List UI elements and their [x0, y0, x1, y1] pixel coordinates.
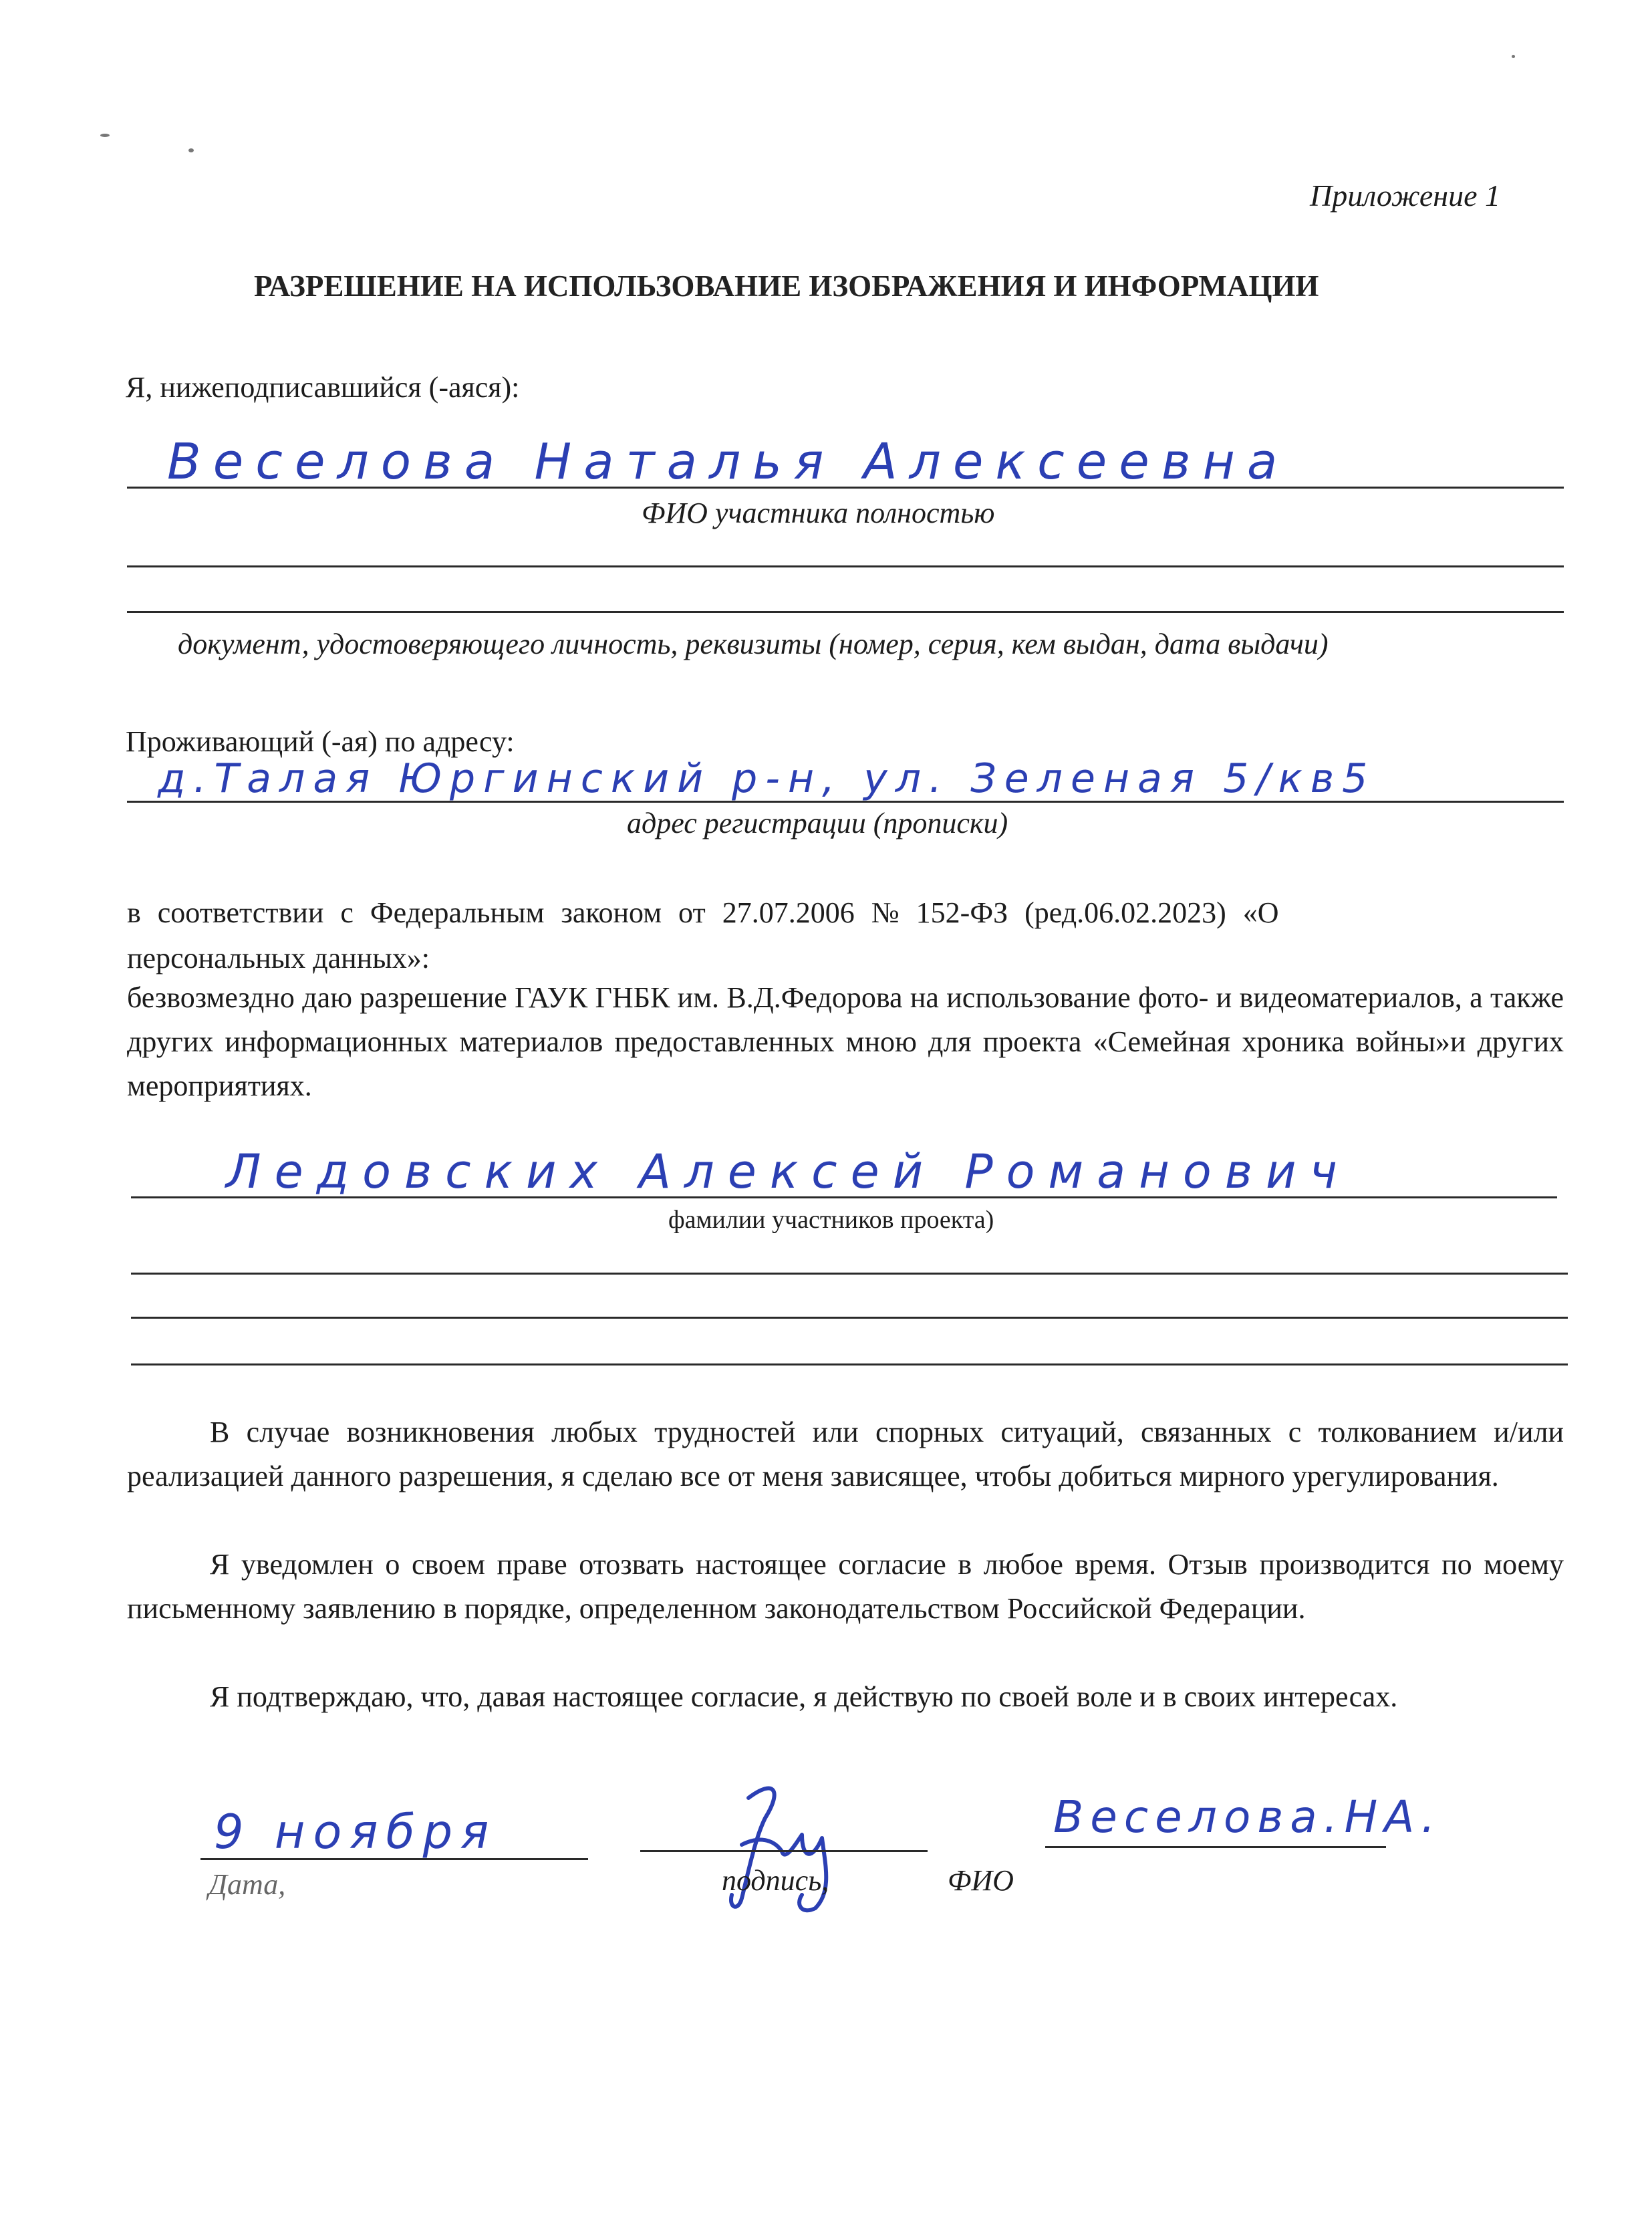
participants-line: [131, 1196, 1557, 1198]
consent-line-1: в соответствии с Федеральным законом от 27.07.2006 № 152-ФЗ (ред.06.02.2023) «О: [127, 896, 1279, 929]
document-title: РАЗРЕШЕНИЕ НА ИСПОЛЬЗОВАНИЕ ИЗОБРАЖЕНИЯ И ИНФОРМАЦИИ: [254, 269, 1319, 303]
full-name-caption: ФИО участника полностью: [642, 497, 995, 529]
participants-handwritten: Ледовских Алексей Романович: [226, 1144, 1351, 1199]
body-paragraph-withdrawal: Я уведомлен о своем праве отозвать настоящее согласие в любое время. Отзыв производится по моему письменному заявлению в порядке, определенном законодательством Российской Федерации.: [127, 1548, 1564, 1625]
address-line: [127, 801, 1564, 803]
date-line: [200, 1858, 588, 1860]
appendix-label: Приложение 1: [1310, 178, 1501, 213]
scan-speck: [188, 148, 194, 152]
signature-label: подпись,: [722, 1864, 829, 1897]
fio-label: ФИО: [948, 1864, 1014, 1897]
participants-line-3: [131, 1317, 1568, 1319]
id-document-caption: документ, удостоверяющего личность, реквизиты (номер, серия, кем выдан, дата выдачи): [178, 628, 1329, 660]
body-paragraph-confirmation: Я подтверждаю, что, давая настоящее согласие, я действую по своей воле и в своих интересах.: [210, 1680, 1398, 1713]
participants-caption: фамилии участников проекта): [668, 1206, 994, 1234]
participants-line-4: [131, 1363, 1568, 1365]
address-caption: адрес регистрации (прописки): [627, 807, 1008, 839]
address-intro: Проживающий (-ая) по адресу:: [126, 725, 515, 758]
fio-line: [1045, 1846, 1386, 1848]
date-label: Дата,: [209, 1868, 286, 1901]
consent-paragraph: безвозмездно даю разрешение ГАУК ГНБК им. В.Д.Федорова на использование фото- и видеоматериалов, а также других информационных материалов предоставленных мною для проекта «Семейная хроника войны»и других мероприятиях.: [127, 981, 1564, 1102]
full-name-handwritten: Веселова Наталья Алексеевна: [167, 433, 1290, 491]
signature-line: [640, 1850, 928, 1852]
body-paragraph-disputes: В случае возникновения любых трудностей или спорных ситуаций, связанных с толкованием и/или реализацией данного разрешения, я сделаю все от меня зависящее, чтобы добиться мирного урегулирования.: [127, 1416, 1564, 1492]
id-document-line-2: [127, 611, 1564, 613]
address-handwritten: д.Талая Юргинский р-н, ул. Зеленая 5/кв5: [158, 755, 1376, 802]
date-handwritten: 9 ноября: [214, 1805, 497, 1859]
id-document-line-1: [127, 565, 1564, 567]
scan-speck: [1512, 55, 1515, 58]
consent-line-2: персональных данных»:: [127, 942, 430, 974]
fio-handwritten: Веселова.НА.: [1053, 1791, 1442, 1843]
full-name-line: [127, 487, 1564, 489]
participants-line-2: [131, 1273, 1568, 1275]
scan-speck: [100, 134, 110, 137]
signer-intro: Я, нижеподписавшийся (-аяся):: [126, 371, 520, 404]
